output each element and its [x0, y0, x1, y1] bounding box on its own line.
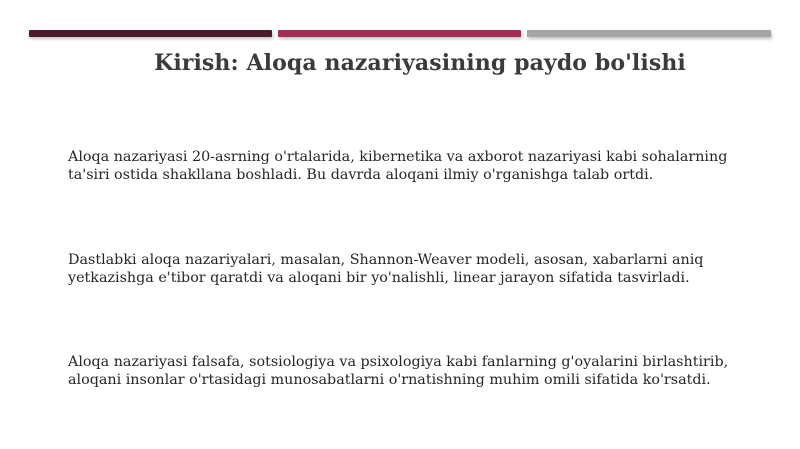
paragraph-3: Aloqa nazariyasi falsafa, sotsiologiya va psixologiya kabi fanlarning g'oyalarini birlashtirib, aloqani insonlar o'rtasidagi munosabatlarni o'rnatishning muhim omili sifatida ko'rsatdi.: [68, 354, 729, 388]
decorative-bar-dark: [29, 30, 272, 37]
slide-title: Kirish: Aloqa nazariyasining paydo bo'lishi: [154, 50, 686, 76]
decorative-bar-magenta: [278, 30, 521, 37]
paragraph-1: Aloqa nazariyasi 20-asrning o'rtalarida, kibernetika va axborot nazariyasi kabi sohalarning ta'siri ostida shakllana boshladi. Bu davrda aloqani ilmiy o'rganishga talab ortdi.: [68, 149, 728, 183]
paragraph-2: Dastlabki aloqa nazariyalari, masalan, Shannon-Weaver modeli, asosan, xabarlarni aniq yetkazishga e'tibor qaratdi va aloqani bir yo'nalishli, linear jarayon sifatida tasvirladi.: [68, 252, 704, 286]
decorative-bar-gray: [527, 30, 771, 37]
